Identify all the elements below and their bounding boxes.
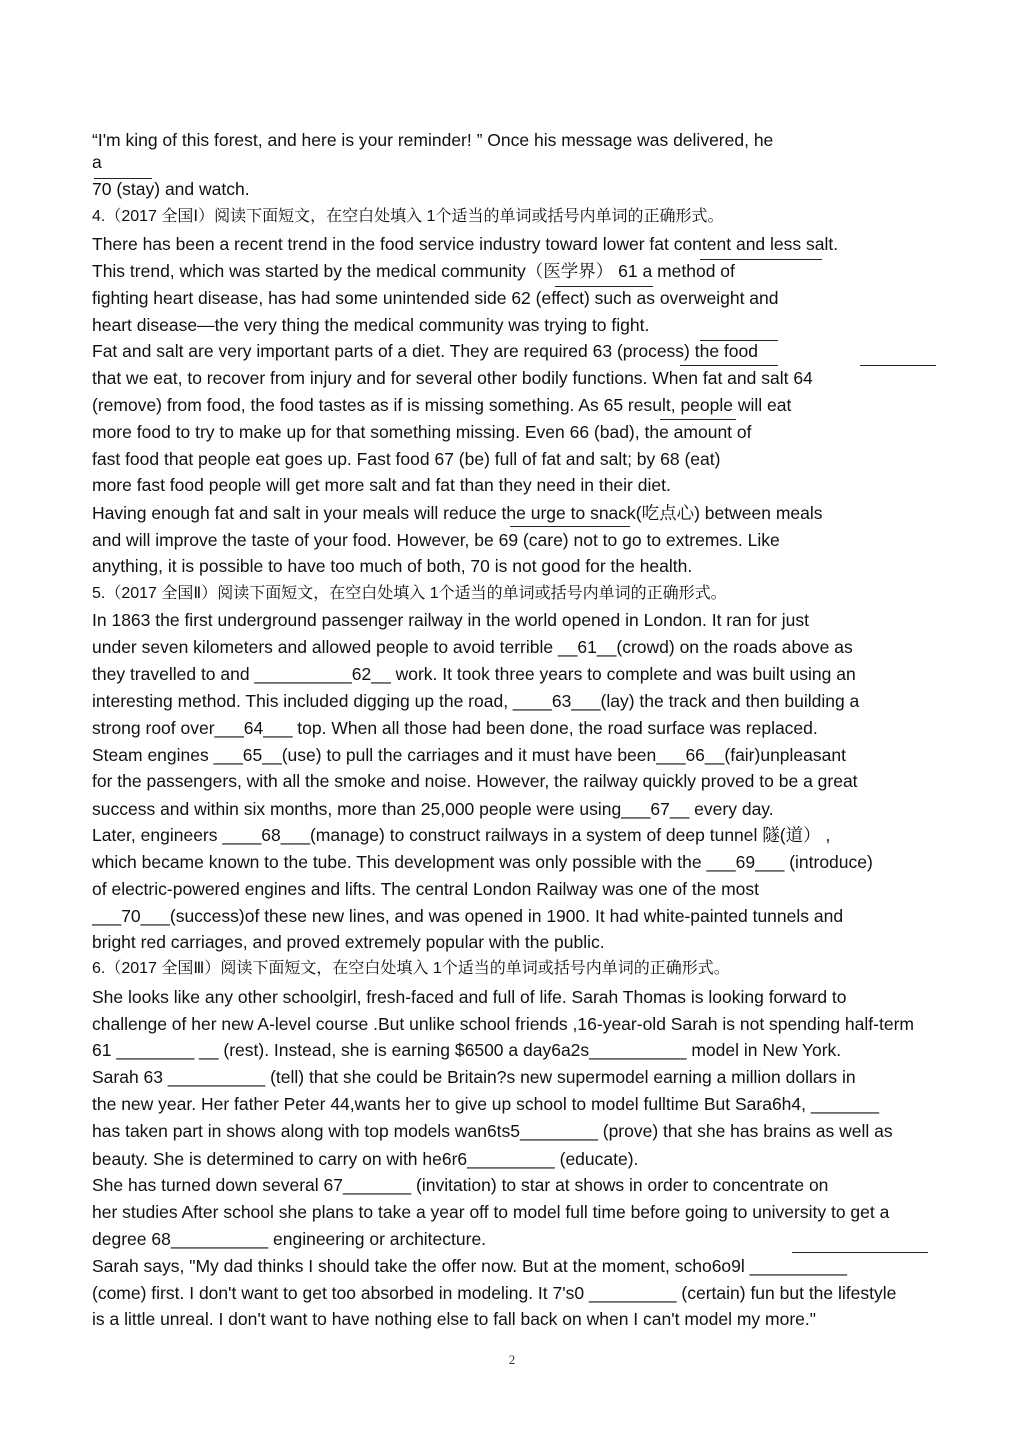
text-line: has taken part in shows along with top models wan6ts5________ (prove) that she has brains as well as [92,1121,893,1141]
text-line: Fat and salt are very important parts of a diet. They are required 63 (process) the food [92,341,758,361]
text-line: of electric-powered engines and lifts. The central London Railway was one of the most [92,879,759,899]
text-line: She has turned down several 67_______ (invitation) to star at shows in order to concentrate on [92,1175,829,1195]
text-line: the new year. Her father Peter 44,wants her to give up school to model fulltime But Sara6h4, _______ [92,1094,879,1114]
text-line: which became known to the tube. This development was only possible with the ___69___ (introduce) [92,852,873,872]
blank-underline [860,365,936,366]
text-line: This trend, which was started by the medical community（医学界） 61 a method of [92,261,735,281]
blank-underline [700,259,822,260]
text-line: 70 (stay) and watch. [92,179,250,199]
text-line: is a little unreal. I don't want to have nothing else to fall back on when I can't model my more." [92,1309,816,1329]
text-line: more food to try to make up for that something missing. Even 66 (bad), the amount of [92,422,752,442]
text-line: interesting method. This included digging up the road, ____63___(lay) the track and then building a [92,691,860,711]
blank-underline [94,178,152,179]
text-line: beauty. She is determined to carry on with he6r6_________ (educate). [92,1149,639,1169]
text-line: success and within six months, more than 25,000 people were using___67__ every day. [92,799,774,819]
text-line: Later, engineers ____68___(manage) to construct railways in a system of deep tunnel 隧(道） , [92,825,831,845]
text-line: more fast food people will get more salt and fat than they need in their diet. [92,475,671,495]
text-line: heart disease—the very thing the medical community was trying to fight. [92,315,650,335]
blank-underline [660,419,736,420]
text-line: Sarah 63 __________ (tell) that she could be Britain?s new supermodel earning a million dollars in [92,1067,856,1087]
text-line: ___70___(success)of these new lines, and was opened in 1900. It had white-painted tunnels and [92,906,844,926]
text-line: for the passengers, with all the smoke and noise. However, the railway quickly proved to be a great [92,771,858,791]
text-line: “I'm king of this forest, and here is your reminder! ” Once his message was delivered, he [92,130,774,150]
section-heading: 6.（2017 全国Ⅲ）阅读下面短文，在空白处填入 1个适当的单词或括号内单词的正确形式。 [92,960,730,977]
text-line: She looks like any other schoolgirl, fresh-faced and full of life. Sarah Thomas is looking forward to [92,987,847,1007]
text-line: her studies After school she plans to take a year off to model full time before going to university to get a [92,1202,890,1222]
text-line: a [92,152,102,172]
text-line: challenge of her new A-level course .But unlike school friends ,16-year-old Sarah is not spending half-term [92,1014,914,1034]
blank-underline [680,365,778,366]
blank-underline [700,340,778,341]
text-line: degree 68__________ engineering or architecture. [92,1229,487,1249]
text-line: (remove) from food, the food tastes as if is missing something. As 65 result, people will eat [92,395,792,415]
text-line: fighting heart disease, has had some unintended side 62 (effect) such as overweight and [92,288,779,308]
text-line: In 1863 the first underground passenger railway in the world opened in London. It ran for just [92,610,809,630]
text-line: bright red carriages, and proved extremely popular with the public. [92,932,605,952]
text-line: anything, it is possible to have too much of both, 70 is not good for the health. [92,556,693,576]
text-line: Steam engines ___65__(use) to pull the carriages and it must have been___66__(fair)unpleasant [92,745,846,765]
text-line: Having enough fat and salt in your meals will reduce the urge to snack(吃点心) between meals [92,503,823,523]
text-line: that we eat, to recover from injury and for several other bodily functions. When fat and salt 64 [92,368,813,388]
section-heading: 4.（2017 全国Ⅰ）阅读下面短文，在空白处填入 1个适当的单词或括号内单词的正确形式。 [92,208,724,225]
text-line: There has been a recent trend in the food service industry toward lower fat content and less salt. [92,234,839,254]
text-line: fast food that people eat goes up. Fast food 67 (be) full of fat and salt; by 68 (eat) [92,449,721,469]
blank-underline [792,1252,928,1253]
text-line: under seven kilometers and allowed people to avoid terrible __61__(crowd) on the roads above as [92,637,853,657]
text-line: they travelled to and __________62__ work. It took three years to complete and was built using an [92,664,856,684]
blank-underline [555,286,653,287]
blank-underline [510,526,630,527]
text-line: and will improve the taste of your food. However, be 69 (care) not to go to extremes. Like [92,530,780,550]
page-number: 2 [508,1352,516,1367]
text-line: Sarah says, "My dad thinks I should take the offer now. But at the moment, scho6o9l __________ [92,1256,847,1276]
section-heading: 5.（2017 全国Ⅱ）阅读下面短文，在空白处填入 1个适当的单词或括号内单词的正确形式。 [92,585,727,602]
text-line: 61 ________ __ (rest). Instead, she is earning $6500 a day6a2s__________ model in New York. [92,1040,842,1060]
text-line: (come) first. I don't want to get too absorbed in modeling. It 7's0 _________ (certain) fun but the lifestyle [92,1283,897,1303]
text-line: strong roof over___64___ top. When all those had been done, the road surface was replaced. [92,718,818,738]
